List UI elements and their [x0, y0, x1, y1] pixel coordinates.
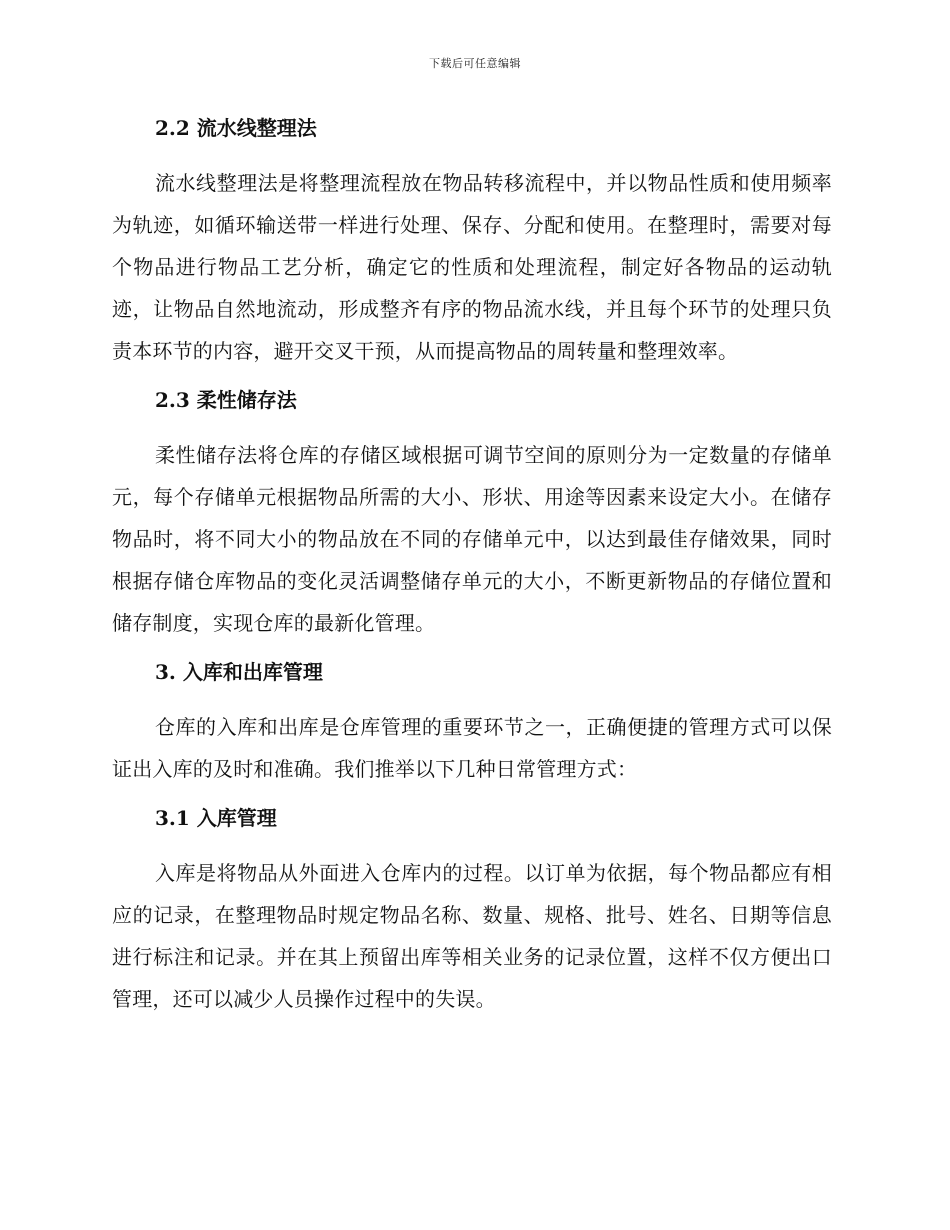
section-heading-2-3: 2.3 柔性储存法: [155, 388, 297, 412]
spacer: [112, 420, 832, 434]
section-paragraph-3-1: 入库是将物品从外面进入仓库内的过程。以订单为依据，每个物品都应有相应的记录，在整理物品时规定物品名称、数量、规格、批号、姓名、日期等信息进行标注和记录。并在其上预留出库等相关业务的记录位置，这样不仅方便出口管理，还可以减少人员操作过程中的失误。: [112, 861, 832, 1011]
spacer: [112, 372, 832, 380]
page-header-note: 下载后可任意编辑: [429, 57, 521, 70]
section-heading-3-1: 3.1 入库管理: [155, 806, 277, 830]
section-paragraph-2-2: 流水线整理法是将整理流程放在物品转移流程中，并以物品性质和使用频率为轨迹，如循环输送带一样进行处理、保存、分配和使用。在整理时，需要对每个物品进行物品工艺分析，确定它的性质和处理流程，制定好各物品的运动轨迹，让物品自然地流动，形成整齐有序的物品流水线，并且每个环节的处理只负责本环节的内容，避开交叉干预，从而提高物品的周转量和整理效率。: [112, 171, 832, 363]
section-paragraph-3: 仓库的入库和出库是仓库管理的重要环节之一，正确便捷的管理方式可以保证出入库的及时和准确。我们推举以下几种日常管理方式：: [112, 715, 832, 781]
document-body: [112, 108, 832, 1020]
spacer: [112, 790, 832, 798]
section-heading-2-2: 2.2 流水线整理法: [155, 116, 317, 140]
spacer: [112, 644, 832, 652]
spacer: [112, 838, 832, 852]
spacer: [112, 148, 832, 162]
spacer: [112, 692, 832, 706]
section-paragraph-2-3: 柔性储存法将仓库的存储区域根据可调节空间的原则分为一定数量的存储单元，每个存储单元根据物品所需的大小、形状、用途等因素来设定大小。在储存物品时，将不同大小的物品放在不同的存储单元中，以达到最佳存储效果，同时根据存储仓库物品的变化灵活调整储存单元的大小，不断更新物品的存储位置和储存制度，实现仓库的最新化管理。: [112, 443, 832, 635]
section-heading-3: 3. 入库和出库管理: [155, 660, 323, 684]
